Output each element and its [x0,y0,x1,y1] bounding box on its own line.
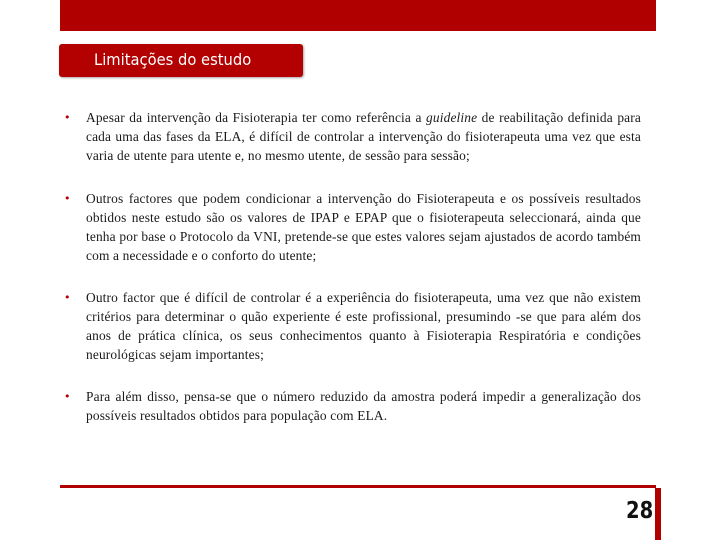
bullet-marker-icon: • [64,111,71,124]
slide-title: Limitações do estudo [94,50,252,69]
bullet-marker-icon: • [64,390,71,403]
footer-side-bar [655,488,661,540]
slide-title-box [59,44,303,77]
bullet-text-4: Para além disso, pensa-se que o número reduzido da amostra poderá impedir a generalização dos possíveis resultados obtidos para população com ELA. [86,389,641,423]
page-number: 28 [626,498,654,524]
bullet-item-1 [64,108,641,165]
top-banner-bar [60,0,656,31]
bullet-text-2: Outros factores que podem condicionar a intervenção do Fisioterapeuta e os possíveis resultados obtidos neste estudo são os valores de IPAP e EPAP que o fisioterapeuta seleccionará, ainda que tenha por base o Protocolo da VNI, pretende-se que estes valores sejam ajustados de acordo também com a necessidade e o conforto do utente; [86,191,641,263]
bullet-list [64,108,641,425]
bullet-marker-icon: • [64,291,71,304]
bullet-marker-icon: • [64,192,71,205]
bullet-item-3 [64,288,641,364]
bullet-text-1a: Apesar da intervenção da Fisioterapia ter como referência a [86,110,427,125]
bullet-item-2 [64,189,641,265]
footer-divider [60,485,656,488]
bullet-emphasis-guideline: guideline [426,110,478,125]
bullet-text-1b: de reabilitação definida para cada uma das fases da ELA, é difícil de controlar a intervenção do fisioterapeuta uma vez que esta varia de utente para utente e, no mesmo utente, de sessão para sessão; [86,110,641,163]
bullet-text-3: Outro factor que é difícil de controlar é a experiência do fisioterapeuta, uma vez que não existem critérios para determinar o quão experiente é este profissional, presumindo -se que para além dos anos de prática clínica, os seus conhecimentos quanto à Fisioterapia Respiratória e condições neurológicas sejam importantes; [86,290,641,362]
bullet-item-4 [64,387,641,425]
